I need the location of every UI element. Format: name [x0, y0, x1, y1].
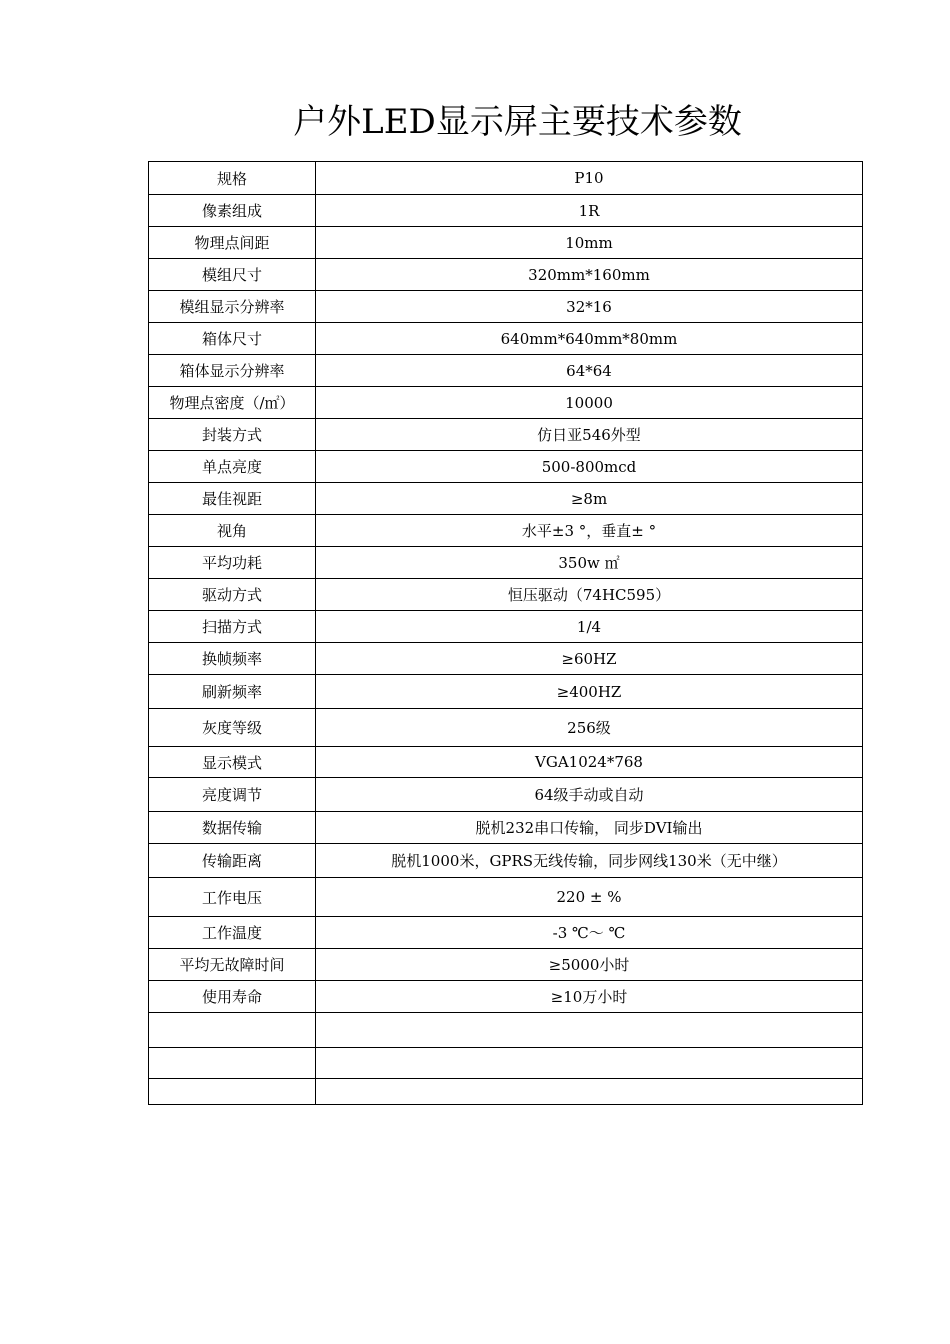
param-name: 物理点间距	[149, 227, 316, 259]
param-name: 工作电压	[149, 878, 316, 917]
param-value: ≥5000小时	[316, 949, 863, 981]
param-value: ≥400HZ	[316, 675, 863, 709]
table-row	[149, 844, 863, 878]
param-name	[149, 1013, 316, 1048]
param-name: 驱动方式	[149, 579, 316, 611]
param-value	[316, 1079, 863, 1105]
param-name: 箱体显示分辨率	[149, 355, 316, 387]
param-value: P10	[316, 162, 863, 195]
table-row	[149, 291, 863, 323]
table-row	[149, 579, 863, 611]
param-value: ≥10万小时	[316, 981, 863, 1013]
param-value	[316, 1013, 863, 1048]
param-value: ≥60HZ	[316, 643, 863, 675]
param-name: 使用寿命	[149, 981, 316, 1013]
table-row	[149, 812, 863, 844]
table-row	[149, 1079, 863, 1105]
param-value: VGA1024*768	[316, 747, 863, 778]
table-row	[149, 949, 863, 981]
spec-table	[148, 161, 863, 1105]
table-row	[149, 917, 863, 949]
param-name: 箱体尺寸	[149, 323, 316, 355]
param-name: 视角	[149, 515, 316, 547]
param-value: 32*16	[316, 291, 863, 323]
param-name: 最佳视距	[149, 483, 316, 515]
table-row	[149, 451, 863, 483]
param-name: 扫描方式	[149, 611, 316, 643]
table-row	[149, 259, 863, 291]
param-value: 220 ± %	[316, 878, 863, 917]
param-name: 工作温度	[149, 917, 316, 949]
table-row	[149, 323, 863, 355]
param-value: 脱机1000米，GPRS无线传输，同步网线130米（无中继）	[316, 844, 863, 878]
param-name	[149, 1079, 316, 1105]
param-name: 封装方式	[149, 419, 316, 451]
table-row	[149, 878, 863, 917]
param-value: 64*64	[316, 355, 863, 387]
param-value: 1/4	[316, 611, 863, 643]
param-value: 水平±3 °，垂直± °	[316, 515, 863, 547]
param-value: 64级手动或自动	[316, 778, 863, 812]
table-row	[149, 483, 863, 515]
table-row	[149, 643, 863, 675]
table-row	[149, 515, 863, 547]
param-name	[149, 1048, 316, 1079]
table-row	[149, 747, 863, 778]
param-name: 换帧频率	[149, 643, 316, 675]
table-row	[149, 709, 863, 747]
table-row	[149, 387, 863, 419]
param-value: 脱机232串口传输， 同步DVI输出	[316, 812, 863, 844]
table-row	[149, 419, 863, 451]
table-row	[149, 981, 863, 1013]
table-row	[149, 611, 863, 643]
param-value: 320mm*160mm	[316, 259, 863, 291]
param-name: 规格	[149, 162, 316, 195]
table-row	[149, 355, 863, 387]
param-value: 10mm	[316, 227, 863, 259]
table-row	[149, 1013, 863, 1048]
param-value: 256级	[316, 709, 863, 747]
param-name: 像素组成	[149, 195, 316, 227]
table-row	[149, 547, 863, 579]
param-name: 灰度等级	[149, 709, 316, 747]
param-name: 数据传输	[149, 812, 316, 844]
page-title: 户外LED显示屏主要技术参数	[293, 102, 742, 142]
param-name: 物理点密度（/㎡）	[149, 387, 316, 419]
param-value: ≥8m	[316, 483, 863, 515]
table-row	[149, 1048, 863, 1079]
table-row	[149, 675, 863, 709]
param-value: 恒压驱动（74HC595）	[316, 579, 863, 611]
param-name: 显示模式	[149, 747, 316, 778]
param-name: 平均功耗	[149, 547, 316, 579]
param-value: 10000	[316, 387, 863, 419]
param-name: 传输距离	[149, 844, 316, 878]
param-name: 刷新频率	[149, 675, 316, 709]
table-row	[149, 162, 863, 195]
param-value: 1R	[316, 195, 863, 227]
param-value: 500-800mcd	[316, 451, 863, 483]
param-value: 350w ㎡	[316, 547, 863, 579]
table-row	[149, 195, 863, 227]
param-name: 模组尺寸	[149, 259, 316, 291]
param-value: 640mm*640mm*80mm	[316, 323, 863, 355]
table-row	[149, 778, 863, 812]
param-name: 亮度调节	[149, 778, 316, 812]
param-value	[316, 1048, 863, 1079]
param-value: 仿日亚546外型	[316, 419, 863, 451]
param-name: 模组显示分辨率	[149, 291, 316, 323]
param-value: -3 ℃～ ℃	[316, 917, 863, 949]
table-row	[149, 227, 863, 259]
param-name: 单点亮度	[149, 451, 316, 483]
param-name: 平均无故障时间	[149, 949, 316, 981]
